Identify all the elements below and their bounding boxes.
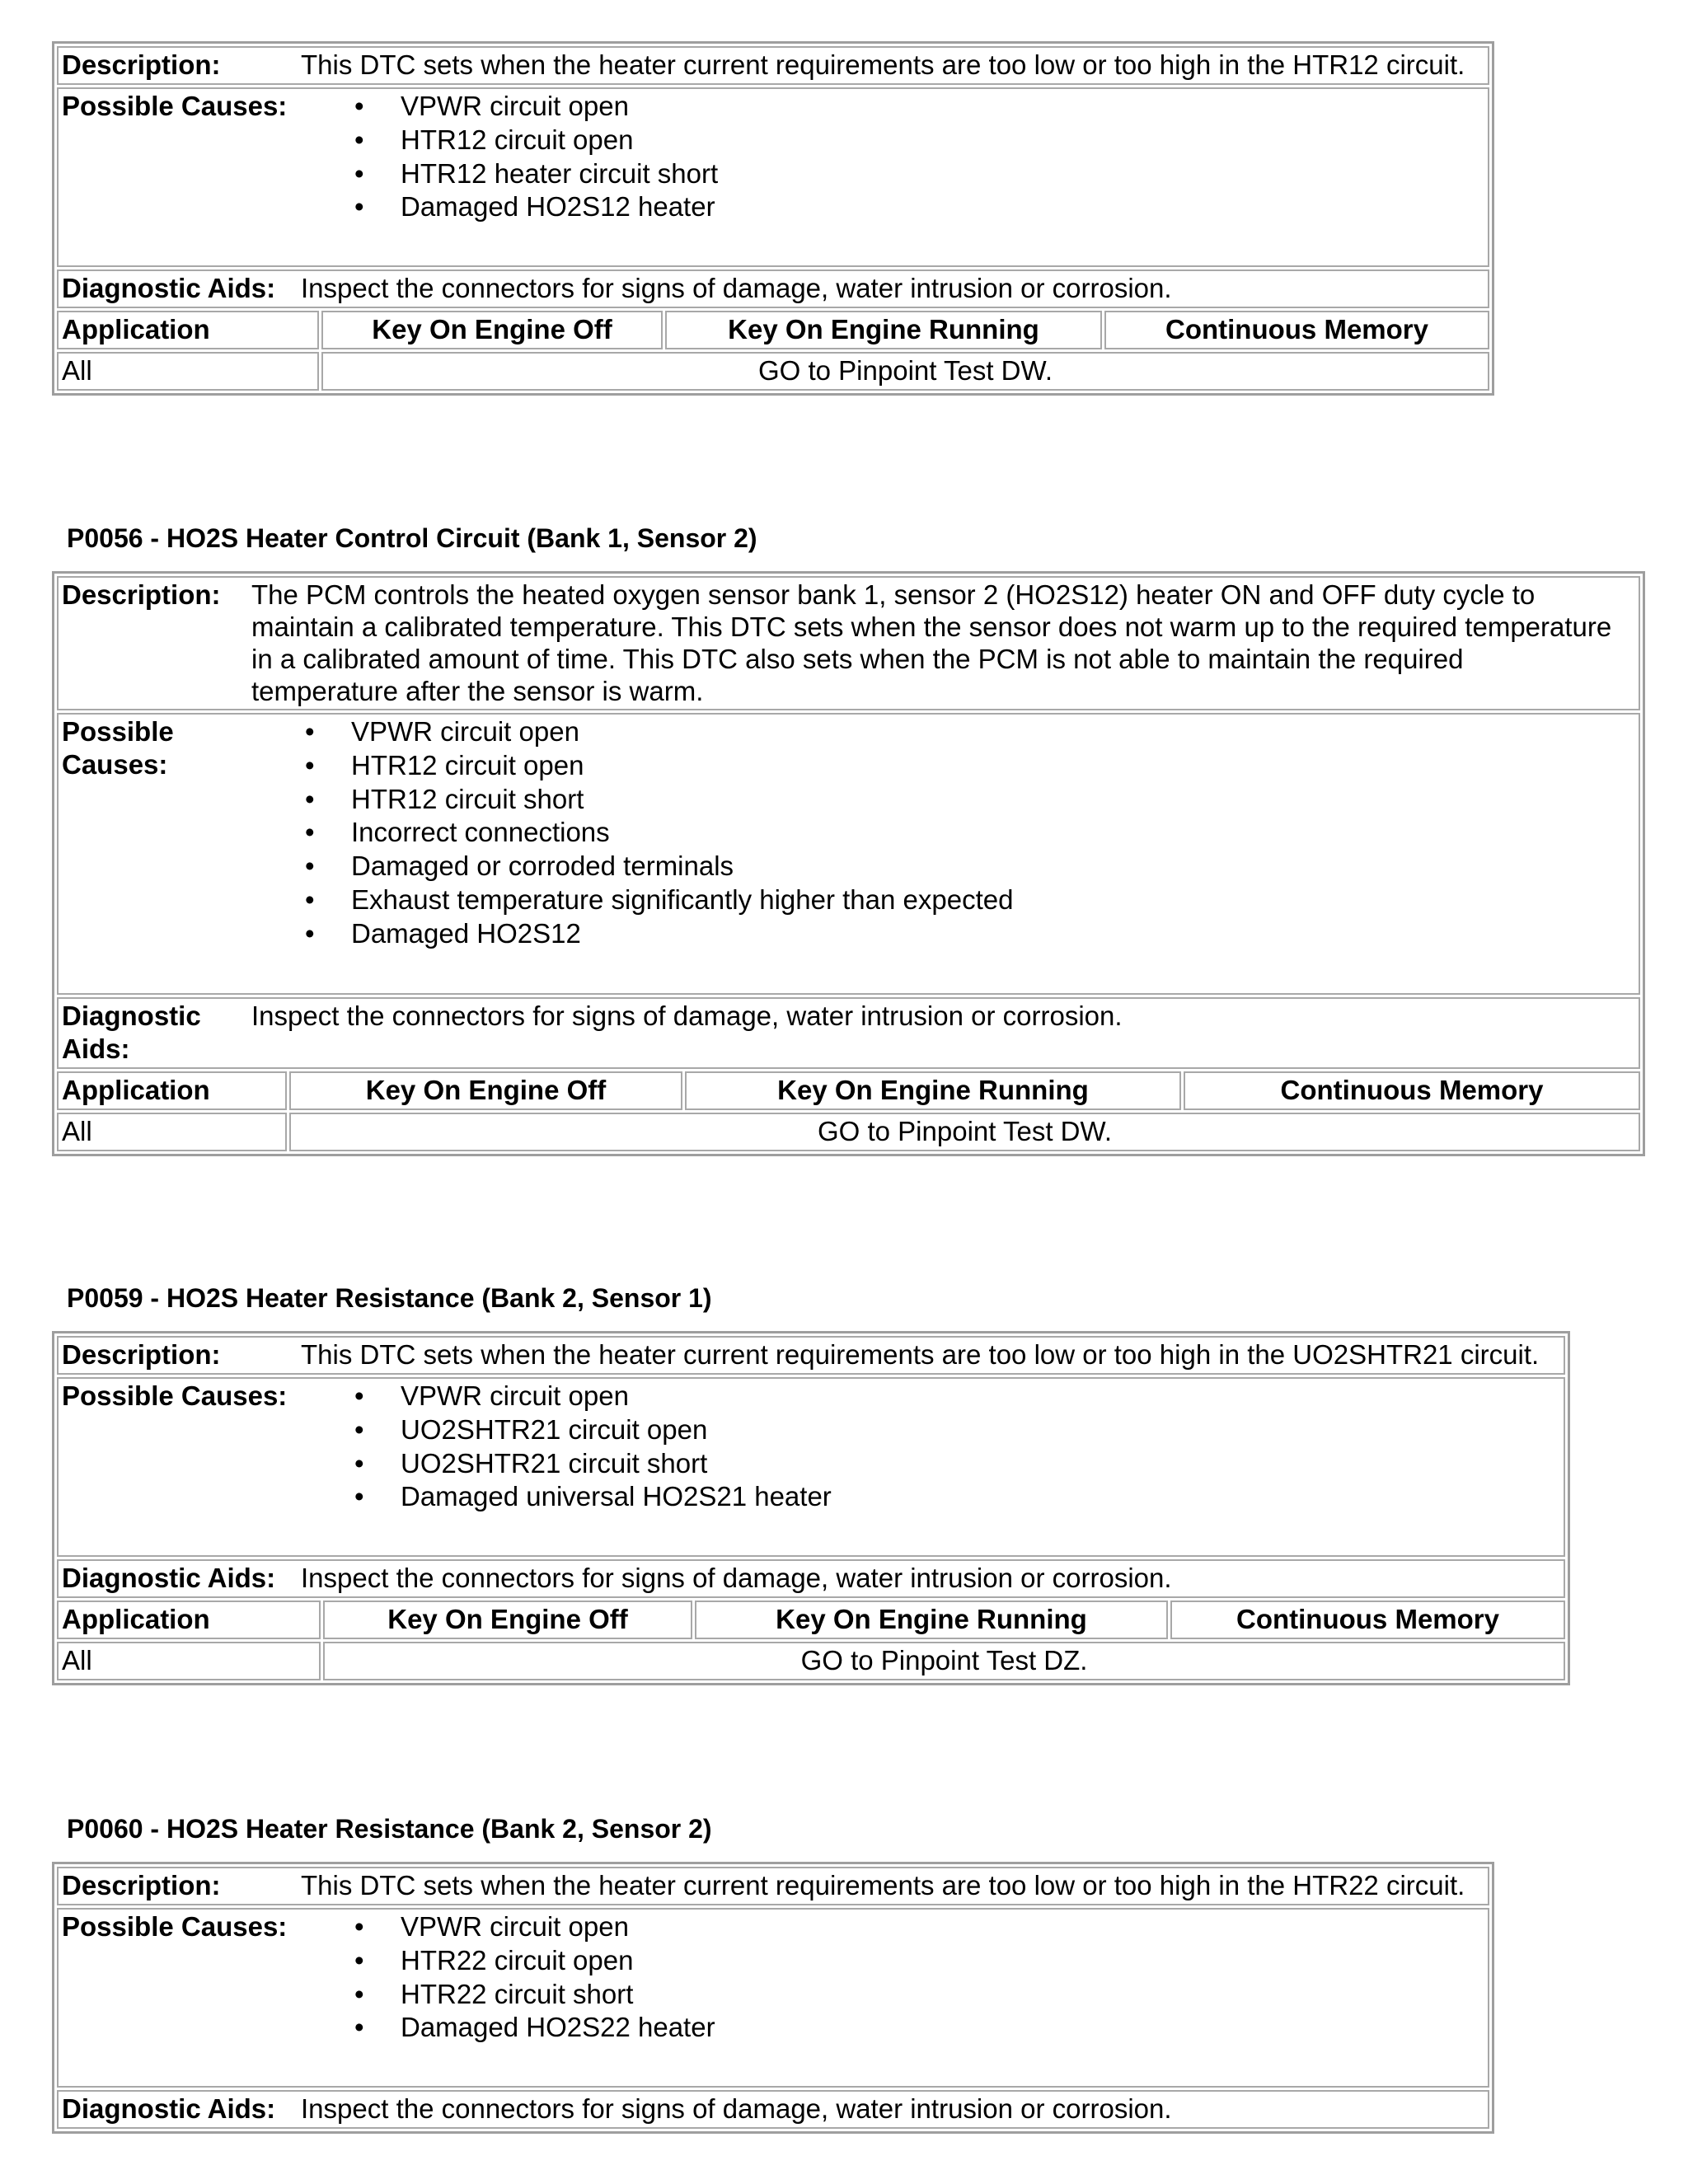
list-item: • HTR12 circuit open	[351, 124, 718, 157]
possible-causes-row	[57, 713, 1640, 995]
description-label: Description:	[62, 49, 221, 80]
diagnostic-aids-label: Diagnostic Aids:	[62, 1001, 201, 1064]
pinpoint-test: GO to Pinpoint Test DW.	[289, 1113, 1640, 1151]
bullet-icon: •	[305, 851, 315, 882]
diagnostic-aids-cell	[57, 997, 1640, 1069]
list-item: • HTR12 circuit short	[302, 783, 1013, 817]
table-row	[57, 1642, 1565, 1680]
bullet-icon: •	[354, 191, 364, 223]
list-item: • VPWR circuit open	[351, 1910, 715, 1944]
possible-causes-row	[57, 1377, 1565, 1557]
list-item: • HTR12 circuit open	[302, 749, 1013, 783]
header-application: Application	[57, 1071, 287, 1110]
bullet-icon: •	[305, 783, 315, 814]
cause-list	[346, 90, 718, 224]
possible-causes-cell	[57, 1908, 1489, 2088]
dtc-block-p0056	[52, 522, 1645, 1156]
dtc-block-p0060	[52, 1812, 1494, 2134]
description-text: This DTC sets when the heater current requirements are too low or too high in the HTR22 circuit.	[301, 1870, 1465, 1900]
list-item: • Incorrect connections	[302, 816, 1013, 850]
table-row	[57, 1113, 1640, 1151]
bullet-icon: •	[354, 1380, 364, 1411]
list-item: • HTR22 circuit open	[351, 1944, 715, 1978]
header-application: Application	[57, 311, 319, 349]
diagnostic-aids-text: Inspect the connectors for signs of damage, water intrusion or corrosion.	[301, 2093, 1172, 2124]
dtc-title: P0056 - HO2S Heater Control Circuit (Bank 1, Sensor 2)	[67, 523, 757, 553]
diagnostic-aids-row	[57, 2090, 1489, 2129]
header-koeo: Key On Engine Off	[289, 1071, 682, 1110]
header-koer: Key On Engine Running	[665, 311, 1102, 349]
list-item: • UO2SHTR21 circuit short	[351, 1447, 832, 1481]
header-koer: Key On Engine Running	[695, 1601, 1168, 1639]
cause-list	[297, 715, 1013, 951]
list-item: • HTR22 circuit short	[351, 1978, 715, 2012]
bullet-icon: •	[354, 124, 364, 155]
pinpoint-test: GO to Pinpoint Test DZ.	[323, 1642, 1565, 1680]
description-cell	[57, 46, 1489, 85]
description-text: This DTC sets when the heater current requirements are too low or too high in the UO2SHTR21 circuit.	[301, 1339, 1540, 1370]
bullet-icon: •	[305, 749, 315, 780]
application-value: All	[57, 1642, 321, 1680]
bullet-icon: •	[354, 1447, 364, 1479]
header-koeo: Key On Engine Off	[321, 311, 663, 349]
application-value: All	[57, 1113, 287, 1151]
header-cm: Continuous Memory	[1104, 311, 1489, 349]
list-item: • VPWR circuit open	[351, 1380, 832, 1413]
dtc-block-1	[52, 41, 1494, 396]
description-cell	[57, 576, 1640, 710]
possible-causes-label: Possible Causes:	[62, 716, 174, 780]
diagnostic-aids-cell	[57, 2090, 1489, 2129]
diagnostic-aids-row	[57, 1559, 1565, 1598]
diagnostic-aids-row	[57, 997, 1640, 1069]
dtc-title: P0059 - HO2S Heater Resistance (Bank 2, Sensor 1)	[67, 1283, 712, 1313]
bullet-icon: •	[354, 1978, 364, 2009]
header-cm: Continuous Memory	[1170, 1601, 1565, 1639]
bullet-icon: •	[354, 91, 364, 121]
list-item: • Exhaust temperature significantly higher than expected	[302, 883, 1013, 917]
list-item: • Damaged HO2S22 heater	[351, 2011, 715, 2045]
header-koer: Key On Engine Running	[685, 1071, 1181, 1110]
description-text: This DTC sets when the heater current requirements are too low or too high in the HTR12 circuit.	[301, 49, 1465, 80]
list-item: • UO2SHTR21 circuit open	[351, 1413, 832, 1447]
bullet-icon: •	[354, 1481, 364, 1512]
bullet-icon: •	[305, 817, 315, 848]
description-row	[57, 46, 1489, 85]
pinpoint-test: GO to Pinpoint Test DW.	[321, 352, 1489, 391]
bullet-icon: •	[305, 917, 315, 949]
description-cell	[57, 1336, 1565, 1375]
description-row	[57, 1867, 1489, 1905]
bullet-icon: •	[305, 716, 315, 747]
diagnostic-aids-label: Diagnostic Aids:	[62, 273, 276, 303]
diagnostic-aids-label: Diagnostic Aids:	[62, 2093, 276, 2124]
possible-causes-label: Possible Causes:	[62, 1911, 288, 1942]
diagnostic-aids-text: Inspect the connectors for signs of damage, water intrusion or corrosion.	[301, 273, 1172, 303]
bullet-icon: •	[354, 1944, 364, 1975]
description-label: Description:	[62, 579, 221, 610]
bullet-icon: •	[354, 2012, 364, 2043]
list-item: • Damaged universal HO2S21 heater	[351, 1480, 832, 1514]
dtc-table-1	[52, 41, 1494, 396]
header-cm: Continuous Memory	[1184, 1071, 1640, 1110]
header-row	[57, 311, 1489, 349]
possible-causes-row	[57, 87, 1489, 267]
diagnostic-aids-cell	[57, 1559, 1565, 1598]
diagnostic-aids-row	[57, 269, 1489, 308]
description-text: The PCM controls the heated oxygen sensor bank 1, sensor 2 (HO2S12) heater ON and OFF duty cycle to maintain a calibrated temperature. This DTC sets when the sensor does not warm up to the required temperature in a calibrated amount of time. This DTC also sets when the PCM is not able to maintain the required temperature after the sensor is warm.	[251, 579, 1612, 706]
possible-causes-label: Possible Causes:	[62, 1380, 288, 1411]
possible-causes-cell	[57, 1377, 1565, 1557]
cause-list	[346, 1910, 715, 2045]
dtc-table-p0059	[52, 1331, 1570, 1685]
bullet-icon: •	[354, 1911, 364, 1942]
bullet-icon: •	[305, 883, 315, 915]
list-item: • HTR12 heater circuit short	[351, 157, 718, 191]
bullet-icon: •	[354, 157, 364, 189]
dtc-block-p0059	[52, 1282, 1570, 1685]
dtc-table-p0056	[52, 571, 1645, 1156]
diagnostic-aids-text: Inspect the connectors for signs of damage, water intrusion or corrosion.	[301, 1563, 1172, 1593]
application-value: All	[57, 352, 319, 391]
possible-causes-cell	[57, 713, 1640, 995]
possible-causes-cell	[57, 87, 1489, 267]
description-label: Description:	[62, 1870, 221, 1900]
description-cell	[57, 1867, 1489, 1905]
dtc-table-p0060	[52, 1862, 1494, 2134]
header-koeo: Key On Engine Off	[323, 1601, 692, 1639]
description-row	[57, 576, 1640, 710]
diagnostic-aids-text: Inspect the connectors for signs of damage, water intrusion or corrosion.	[251, 1001, 1123, 1031]
header-application: Application	[57, 1601, 321, 1639]
table-row	[57, 352, 1489, 391]
bullet-icon: •	[354, 1413, 364, 1445]
list-item: • Damaged or corroded terminals	[302, 850, 1013, 883]
list-item: • VPWR circuit open	[302, 715, 1013, 749]
possible-causes-label: Possible Causes:	[62, 91, 288, 121]
list-item: • VPWR circuit open	[351, 90, 718, 124]
list-item: • Damaged HO2S12	[302, 917, 1013, 951]
cause-list	[346, 1380, 832, 1514]
possible-causes-row	[57, 1908, 1489, 2088]
header-row	[57, 1601, 1565, 1639]
list-item: • Damaged HO2S12 heater	[351, 190, 718, 224]
diagnostic-aids-cell	[57, 269, 1489, 308]
header-row	[57, 1071, 1640, 1110]
description-label: Description:	[62, 1339, 221, 1370]
diagnostic-aids-label: Diagnostic Aids:	[62, 1563, 276, 1593]
dtc-title: P0060 - HO2S Heater Resistance (Bank 2, Sensor 2)	[67, 1814, 712, 1844]
description-row	[57, 1336, 1565, 1375]
